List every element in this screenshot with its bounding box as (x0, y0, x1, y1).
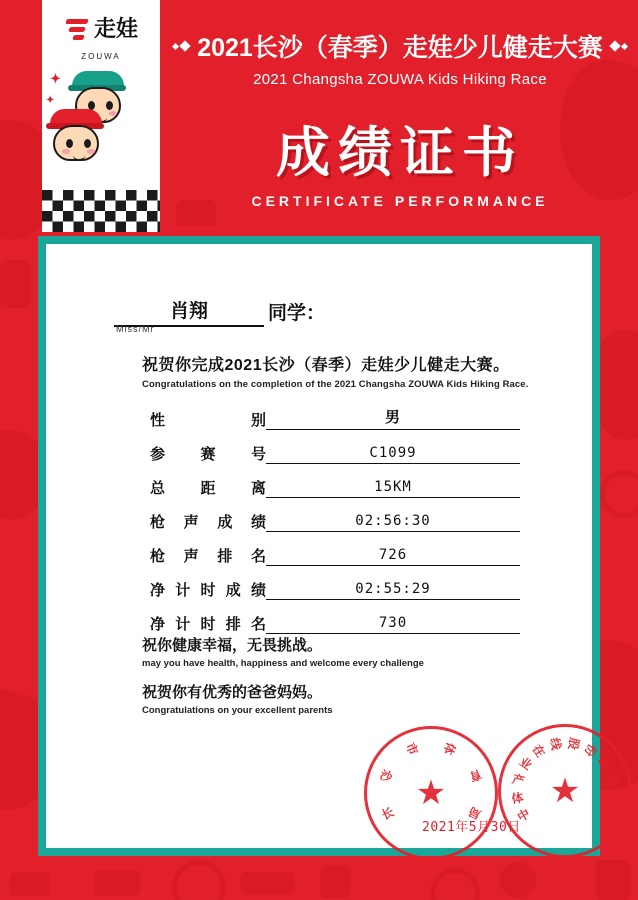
result-field-row (150, 613, 520, 634)
result-field-label: 性 别 (150, 412, 266, 429)
sparkle-icon: ✦ (50, 71, 61, 86)
event-title-en: 2021 Changsha ZOUWA Kids Hiking Race (253, 71, 547, 88)
result-fields (150, 406, 520, 647)
recipient-title-en: Miss/Mr (116, 324, 155, 334)
result-field-row (150, 477, 520, 498)
recipient-name: 肖翔 (114, 296, 264, 327)
result-field-row (150, 579, 520, 600)
result-field-row (150, 545, 520, 566)
star-icon: ★ (549, 772, 581, 810)
result-field-label: 净 计 时 排 名 (150, 616, 266, 633)
brand-logo-card (42, 0, 160, 190)
result-field-row (150, 406, 520, 430)
official-seal-company (498, 724, 632, 858)
congratulations-cn: 祝贺你完成2021长沙（春季）走娃少儿健走大赛。 (142, 357, 510, 374)
diamond-ornament-right (611, 42, 627, 50)
congratulations-block (142, 352, 528, 390)
event-title-cn: 2021长沙（春季）走娃少儿健走大赛 (197, 34, 603, 62)
diamond-ornament-left (173, 42, 189, 50)
star-icon: ★ (415, 774, 447, 812)
certificate-frame (38, 236, 620, 856)
result-field-value: C1099 (266, 445, 520, 464)
recipient-name-row (114, 296, 325, 327)
result-field-value: 02:56:30 (266, 513, 520, 532)
issue-date: 2021年5月30日 (422, 820, 521, 835)
result-field-label: 参 赛 号 (150, 446, 266, 463)
wish-text-cn: 祝你健康幸福，无畏挑战。 (142, 637, 323, 654)
mascot-group (42, 65, 160, 183)
result-field-value: 730 (266, 615, 520, 634)
result-field-label: 枪 声 排 名 (150, 548, 266, 565)
certificate-body (46, 244, 620, 848)
result-field-label: 净 计 时 成 绩 (150, 582, 266, 599)
result-field-row (150, 443, 520, 464)
result-field-label: 总 距 离 (150, 480, 266, 497)
certificate-title-en: CERTIFICATE PERFORMANCE (251, 193, 549, 209)
result-field-value: 男 (266, 406, 520, 430)
congratulations-en: Congratulations on the completion of the 2021 Changsha ZOUWA Kids Hiking Race. (142, 379, 529, 390)
seal-text-2: 中 体 产 业 在 线 股 份 有 限 公 司 (510, 736, 620, 825)
result-field-value: 726 (266, 547, 520, 566)
wish-text-en: Congratulations on your excellent parents (142, 705, 333, 716)
checker-flag-strip (42, 190, 160, 232)
sparkle-icon: ✦ (46, 95, 55, 106)
result-field-value: 15KM (266, 479, 520, 498)
brand-name-cn: 走娃 (93, 16, 138, 41)
recipient-name-suffix: 同学： (268, 303, 326, 324)
zouwa-swoosh-icon (64, 16, 90, 42)
wish-text-en: may you have health, happiness and welcome every challenge (142, 658, 424, 669)
title-block (170, 28, 630, 209)
certificate-title-cn: 成绩证书 (276, 123, 524, 183)
brand-name-en: ZOUWA (81, 52, 121, 61)
header (0, 0, 638, 232)
wishes-block (142, 634, 424, 728)
mascot-red (48, 107, 104, 165)
official-seal-sports-bureau (364, 726, 498, 860)
result-field-label: 枪 声 成 绩 (150, 514, 266, 531)
result-field-row (150, 511, 520, 532)
seal-text-1: 长 沙 市 体 育 局 (377, 740, 484, 823)
result-field-value: 02:55:29 (266, 581, 520, 600)
wish-text-cn: 祝贺你有优秀的爸爸妈妈。 (142, 684, 323, 701)
